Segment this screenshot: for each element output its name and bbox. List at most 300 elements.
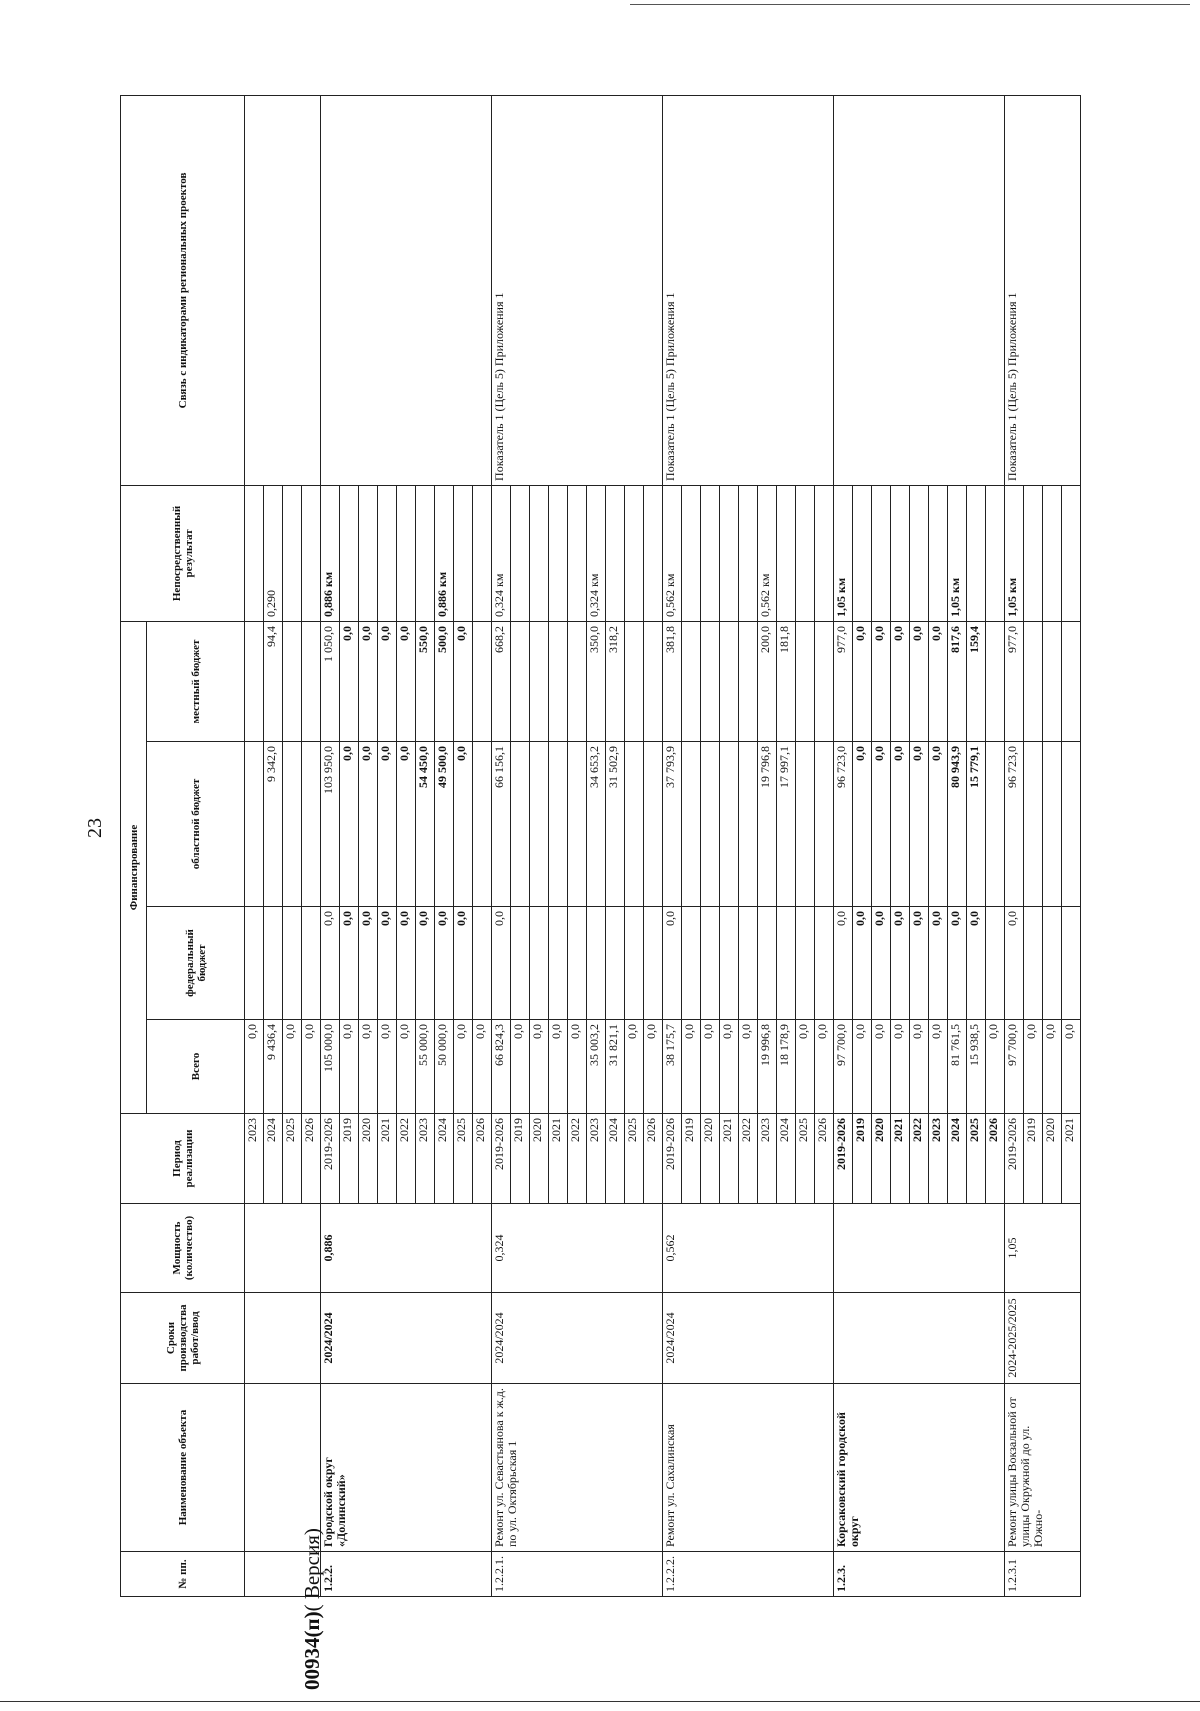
cell-year: 2019-2026: [834, 1114, 853, 1204]
cell-result: [1043, 485, 1062, 621]
cell-total: 0,0: [454, 1020, 473, 1114]
cell-result: [777, 485, 796, 621]
table-body: [245, 95, 1081, 1596]
cell-total: 0,0: [530, 1020, 549, 1114]
cell-total: 97 700,0: [834, 1020, 853, 1114]
cell-federal: [986, 907, 1005, 1020]
cell-year: 2019: [682, 1114, 701, 1204]
cell-result: 0,886 км: [435, 485, 454, 621]
cell-capacity: 0,886: [321, 1204, 492, 1293]
cell-regional: 49 500,0: [435, 742, 454, 907]
cell-result: [682, 485, 701, 621]
cell-year: 2019: [340, 1114, 359, 1204]
cell-local: [815, 621, 834, 741]
cell-result: 1,05 км: [1005, 485, 1024, 621]
cell-federal: 0,0: [435, 907, 454, 1020]
cell-local: 0,0: [853, 621, 872, 741]
cell-federal: [777, 907, 796, 1020]
header-regional: областной бюджет: [147, 742, 245, 907]
cell-name: Городской округ «Долинский»: [321, 1384, 492, 1552]
cell-regional: 0,0: [891, 742, 910, 907]
cell-year: 2020: [872, 1114, 891, 1204]
scan-edge-line-bottom: [0, 1701, 1200, 1702]
cell-federal: 0,0: [663, 907, 682, 1020]
cell-regional: 0,0: [853, 742, 872, 907]
cell-local: [720, 621, 739, 741]
cell-regional: [568, 742, 587, 907]
cell-terms: 2024/2024: [492, 1293, 663, 1384]
cell-link: Показатель 1 (Цель 5) Приложения 1: [1005, 95, 1081, 485]
table-row: [492, 95, 511, 1596]
cell-result: [739, 485, 758, 621]
cell-name: Ремонт улицы Вокзальной от улицы Окружной до ул. Южно-: [1005, 1384, 1081, 1552]
cell-terms: 2024/2024: [321, 1293, 492, 1384]
cell-year: 2021: [720, 1114, 739, 1204]
cell-regional: 0,0: [359, 742, 378, 907]
table-row: [1005, 95, 1024, 1596]
cell-local: [739, 621, 758, 741]
cell-capacity: 0,562: [663, 1204, 834, 1293]
cell-year: 2023: [245, 1114, 264, 1204]
cell-result: [568, 485, 587, 621]
cell-total: 0,0: [568, 1020, 587, 1114]
cell-total: 55 000,0: [416, 1020, 435, 1114]
financing-table: [120, 95, 1081, 1597]
cell-regional: [986, 742, 1005, 907]
cell-local: 668,2: [492, 621, 511, 741]
table-row: [834, 95, 853, 1596]
cell-federal: 0,0: [910, 907, 929, 1020]
cell-regional: [796, 742, 815, 907]
cell-local: [473, 621, 492, 741]
header-period: Период реализации: [121, 1114, 245, 1204]
cell-federal: [568, 907, 587, 1020]
cell-local: 0,0: [872, 621, 891, 741]
cell-year: 2019: [1024, 1114, 1043, 1204]
cell-result: 0,290: [264, 485, 283, 621]
cell-regional: 17 997,1: [777, 742, 796, 907]
cell-regional: [1024, 742, 1043, 907]
cell-total: 0,0: [359, 1020, 378, 1114]
cell-federal: [625, 907, 644, 1020]
cell-year: 2024: [435, 1114, 454, 1204]
cell-local: [245, 621, 264, 741]
cell-federal: 0,0: [378, 907, 397, 1020]
cell-federal: [1024, 907, 1043, 1020]
cell-regional: [283, 742, 302, 907]
cell-federal: [587, 907, 606, 1020]
cell-local: 977,0: [834, 621, 853, 741]
cell-result: [397, 485, 416, 621]
cell-total: 0,0: [302, 1020, 321, 1114]
cell-federal: 0,0: [891, 907, 910, 1020]
cell-year: 2024: [948, 1114, 967, 1204]
cell-year: 2021: [378, 1114, 397, 1204]
cell-result: [720, 485, 739, 621]
cell-result: [701, 485, 720, 621]
cell-year: 2024: [777, 1114, 796, 1204]
cell-name: Ремонт ул. Севастьянова к ж.д. по ул. Октябрьская 1: [492, 1384, 663, 1552]
cell-name: [245, 1384, 321, 1552]
cell-terms: 2024/2024: [663, 1293, 834, 1384]
cell-total: 19 996,8: [758, 1020, 777, 1114]
cell-link: [321, 95, 492, 485]
cell-regional: 96 723,0: [834, 742, 853, 907]
cell-total: 0,0: [872, 1020, 891, 1114]
cell-year: 2022: [739, 1114, 758, 1204]
cell-result: [416, 485, 435, 621]
cell-federal: 0,0: [321, 907, 340, 1020]
rotated-table-wrapper: [120, 96, 1076, 1597]
cell-local: 1 050,0: [321, 621, 340, 741]
header-link: Связь с индикаторами региональных проектов: [121, 95, 245, 485]
cell-year: 2022: [568, 1114, 587, 1204]
cell-local: [302, 621, 321, 741]
cell-regional: 34 653,2: [587, 742, 606, 907]
cell-result: [853, 485, 872, 621]
cell-total: 15 938,5: [967, 1020, 986, 1114]
cell-regional: [245, 742, 264, 907]
cell-year: 2019: [853, 1114, 872, 1204]
cell-federal: 0,0: [340, 907, 359, 1020]
cell-result: [796, 485, 815, 621]
cell-year: 2026: [986, 1114, 1005, 1204]
cell-regional: 37 793,9: [663, 742, 682, 907]
cell-year: 2025: [796, 1114, 815, 1204]
cell-link: Показатель 1 (Цель 5) Приложения 1: [663, 95, 834, 485]
cell-federal: 0,0: [1005, 907, 1024, 1020]
cell-local: [1024, 621, 1043, 741]
cell-name: Корсаковский городской округ: [834, 1384, 1005, 1552]
cell-total: 0,0: [644, 1020, 663, 1114]
cell-year: 2019-2026: [1005, 1114, 1024, 1204]
cell-link: Показатель 1 (Цель 5) Приложения 1: [492, 95, 663, 485]
cell-result: [910, 485, 929, 621]
cell-terms: 2024-2025/2025: [1005, 1293, 1081, 1384]
cell-result: [454, 485, 473, 621]
header-financing: Финансирование: [121, 621, 147, 1113]
cell-result: [872, 485, 891, 621]
cell-local: 977,0: [1005, 621, 1024, 741]
cell-regional: [511, 742, 530, 907]
cell-federal: 0,0: [397, 907, 416, 1020]
cell-federal: 0,0: [492, 907, 511, 1020]
cell-total: 81 761,5: [948, 1020, 967, 1114]
cell-year: 2021: [891, 1114, 910, 1204]
cell-federal: [473, 907, 492, 1020]
cell-year: 2025: [625, 1114, 644, 1204]
cell-year: 2026: [644, 1114, 663, 1204]
cell-federal: [245, 907, 264, 1020]
cell-federal: [1043, 907, 1062, 1020]
cell-link: [834, 95, 1005, 485]
cell-regional: [701, 742, 720, 907]
header-result: Непосредственный результат: [121, 485, 245, 621]
cell-result: [511, 485, 530, 621]
scan-edge-line: [630, 4, 1190, 5]
cell-local: 817,6: [948, 621, 967, 741]
cell-regional: 80 943,9: [948, 742, 967, 907]
cell-year: 2020: [1043, 1114, 1062, 1204]
cell-local: [549, 621, 568, 741]
cell-regional: 96 723,0: [1005, 742, 1024, 907]
cell-total: 35 003,2: [587, 1020, 606, 1114]
cell-local: 181,8: [777, 621, 796, 741]
header-federal: федеральный бюджет: [147, 907, 245, 1020]
cell-total: 0,0: [796, 1020, 815, 1114]
cell-result: [1024, 485, 1043, 621]
cell-total: 0,0: [397, 1020, 416, 1114]
cell-year: 2020: [359, 1114, 378, 1204]
cell-total: 18 178,9: [777, 1020, 796, 1114]
cell-regional: [1062, 742, 1081, 907]
cell-result: [815, 485, 834, 621]
cell-year: 2021: [1062, 1114, 1081, 1204]
cell-local: 500,0: [435, 621, 454, 741]
cell-total: 38 175,7: [663, 1020, 682, 1114]
cell-result: [967, 485, 986, 621]
cell-total: 0,0: [340, 1020, 359, 1114]
cell-local: [1062, 621, 1081, 741]
cell-regional: [1043, 742, 1062, 907]
cell-year: 2022: [910, 1114, 929, 1204]
cell-total: 9 436,4: [264, 1020, 283, 1114]
cell-local: 0,0: [891, 621, 910, 741]
page-number: 23: [84, 818, 106, 838]
cell-capacity: 1,05: [1005, 1204, 1081, 1293]
cell-total: 0,0: [245, 1020, 264, 1114]
cell-num: 1.2.2.: [321, 1552, 492, 1597]
cell-federal: 0,0: [948, 907, 967, 1020]
header-local: местный бюджет: [147, 621, 245, 741]
cell-year: 2023: [758, 1114, 777, 1204]
cell-total: 0,0: [739, 1020, 758, 1114]
header-num: № пп.: [121, 1552, 245, 1597]
cell-result: 1,05 км: [834, 485, 853, 621]
cell-federal: [283, 907, 302, 1020]
cell-result: [378, 485, 397, 621]
cell-year: 2026: [815, 1114, 834, 1204]
cell-federal: [511, 907, 530, 1020]
table-row: [245, 95, 264, 1596]
cell-link: [245, 95, 321, 485]
cell-year: 2025: [454, 1114, 473, 1204]
cell-result: [891, 485, 910, 621]
cell-result: [359, 485, 378, 621]
cell-terms: [245, 1293, 321, 1384]
table-row: [663, 95, 682, 1596]
cell-local: [796, 621, 815, 741]
cell-total: 31 821,1: [606, 1020, 625, 1114]
cell-year: 2020: [530, 1114, 549, 1204]
cell-regional: 103 950,0: [321, 742, 340, 907]
cell-regional: 9 342,0: [264, 742, 283, 907]
cell-name: Ремонт ул. Сахалинская: [663, 1384, 834, 1552]
cell-capacity: 0,324: [492, 1204, 663, 1293]
cell-local: [530, 621, 549, 741]
cell-total: 0,0: [473, 1020, 492, 1114]
cell-terms: [834, 1293, 1005, 1384]
cell-year: 2022: [397, 1114, 416, 1204]
cell-federal: [530, 907, 549, 1020]
cell-total: 0,0: [625, 1020, 644, 1114]
cell-federal: [815, 907, 834, 1020]
cell-capacity: [834, 1204, 1005, 1293]
cell-local: [1043, 621, 1062, 741]
cell-total: 0,0: [1062, 1020, 1081, 1114]
cell-federal: 0,0: [359, 907, 378, 1020]
cell-regional: 0,0: [929, 742, 948, 907]
cell-regional: [739, 742, 758, 907]
cell-local: 381,8: [663, 621, 682, 741]
document-code-suffix: ( Версия): [300, 1528, 324, 1612]
cell-result: [530, 485, 549, 621]
cell-federal: [302, 907, 321, 1020]
cell-result: [606, 485, 625, 621]
cell-regional: 0,0: [454, 742, 473, 907]
cell-federal: [606, 907, 625, 1020]
cell-federal: [264, 907, 283, 1020]
cell-regional: 0,0: [340, 742, 359, 907]
cell-total: 0,0: [1043, 1020, 1062, 1114]
cell-federal: 0,0: [872, 907, 891, 1020]
cell-local: 318,2: [606, 621, 625, 741]
header-total: Всего: [147, 1020, 245, 1114]
cell-regional: 19 796,8: [758, 742, 777, 907]
cell-num: 1.2.2.2.: [663, 1552, 834, 1597]
cell-federal: 0,0: [853, 907, 872, 1020]
cell-local: 0,0: [378, 621, 397, 741]
cell-result: [302, 485, 321, 621]
cell-federal: [720, 907, 739, 1020]
cell-federal: 0,0: [929, 907, 948, 1020]
cell-result: [473, 485, 492, 621]
cell-regional: 0,0: [872, 742, 891, 907]
cell-total: 50 000,0: [435, 1020, 454, 1114]
cell-local: [283, 621, 302, 741]
cell-federal: [758, 907, 777, 1020]
cell-federal: [682, 907, 701, 1020]
cell-year: 2019-2026: [663, 1114, 682, 1204]
cell-result: [625, 485, 644, 621]
cell-year: 2024: [606, 1114, 625, 1204]
cell-total: 0,0: [283, 1020, 302, 1114]
cell-federal: [739, 907, 758, 1020]
header-name: Наименование объекта: [121, 1384, 245, 1552]
cell-local: 0,0: [929, 621, 948, 741]
cell-federal: 0,0: [834, 907, 853, 1020]
cell-total: 0,0: [549, 1020, 568, 1114]
cell-regional: 0,0: [378, 742, 397, 907]
cell-total: 0,0: [891, 1020, 910, 1114]
cell-local: [701, 621, 720, 741]
cell-year: 2023: [416, 1114, 435, 1204]
cell-regional: [473, 742, 492, 907]
cell-year: 2025: [283, 1114, 302, 1204]
cell-total: 0,0: [511, 1020, 530, 1114]
cell-result: [644, 485, 663, 621]
cell-regional: [625, 742, 644, 907]
cell-federal: [1062, 907, 1081, 1020]
cell-regional: 66 156,1: [492, 742, 511, 907]
cell-regional: [302, 742, 321, 907]
cell-local: 0,0: [340, 621, 359, 741]
cell-result: [986, 485, 1005, 621]
cell-regional: [530, 742, 549, 907]
cell-year: 2023: [929, 1114, 948, 1204]
cell-year: 2026: [473, 1114, 492, 1204]
cell-total: 0,0: [929, 1020, 948, 1114]
cell-year: 2019-2026: [492, 1114, 511, 1204]
header-capacity: Мощность (количество): [121, 1204, 245, 1293]
cell-result: 0,562 км: [758, 485, 777, 621]
cell-local: 159,4: [967, 621, 986, 741]
cell-total: 97 700,0: [1005, 1020, 1024, 1114]
cell-regional: 0,0: [910, 742, 929, 907]
cell-result: 1,05 км: [948, 485, 967, 621]
cell-local: 0,0: [359, 621, 378, 741]
cell-total: 66 824,3: [492, 1020, 511, 1114]
cell-result: [283, 485, 302, 621]
cell-total: 0,0: [720, 1020, 739, 1114]
cell-federal: 0,0: [416, 907, 435, 1020]
cell-regional: 31 502,9: [606, 742, 625, 907]
cell-result: [245, 485, 264, 621]
cell-federal: 0,0: [454, 907, 473, 1020]
cell-total: 0,0: [378, 1020, 397, 1114]
cell-result: [929, 485, 948, 621]
cell-total: 0,0: [853, 1020, 872, 1114]
cell-regional: [682, 742, 701, 907]
cell-regional: [644, 742, 663, 907]
cell-local: [625, 621, 644, 741]
cell-result: 0,324 км: [492, 485, 511, 621]
cell-local: [568, 621, 587, 741]
cell-total: 105 000,0: [321, 1020, 340, 1114]
cell-federal: [796, 907, 815, 1020]
cell-local: [644, 621, 663, 741]
cell-total: 0,0: [682, 1020, 701, 1114]
cell-capacity: [245, 1204, 321, 1293]
cell-num: 1.2.2.1.: [492, 1552, 663, 1597]
cell-federal: 0,0: [967, 907, 986, 1020]
cell-local: [511, 621, 530, 741]
cell-result: 0,562 км: [663, 485, 682, 621]
cell-total: 0,0: [910, 1020, 929, 1114]
table-row: [321, 95, 340, 1596]
cell-local: 0,0: [397, 621, 416, 741]
cell-result: 0,324 км: [587, 485, 606, 621]
document-code-main: 00934(п): [300, 1611, 324, 1690]
cell-federal: [549, 907, 568, 1020]
cell-year: 2026: [302, 1114, 321, 1204]
cell-federal: [701, 907, 720, 1020]
cell-local: 350,0: [587, 621, 606, 741]
cell-year: 2019-2026: [321, 1114, 340, 1204]
header-terms: Сроки производства работ/ввод: [121, 1293, 245, 1384]
cell-regional: 0,0: [397, 742, 416, 907]
cell-result: [1062, 485, 1081, 621]
cell-regional: [720, 742, 739, 907]
cell-total: 0,0: [986, 1020, 1005, 1114]
cell-year: 2023: [587, 1114, 606, 1204]
cell-local: [682, 621, 701, 741]
cell-local: [986, 621, 1005, 741]
cell-num: 1.2.3.1: [1005, 1552, 1081, 1597]
cell-num: [245, 1552, 321, 1597]
cell-local: 0,0: [910, 621, 929, 741]
cell-year: 2020: [701, 1114, 720, 1204]
